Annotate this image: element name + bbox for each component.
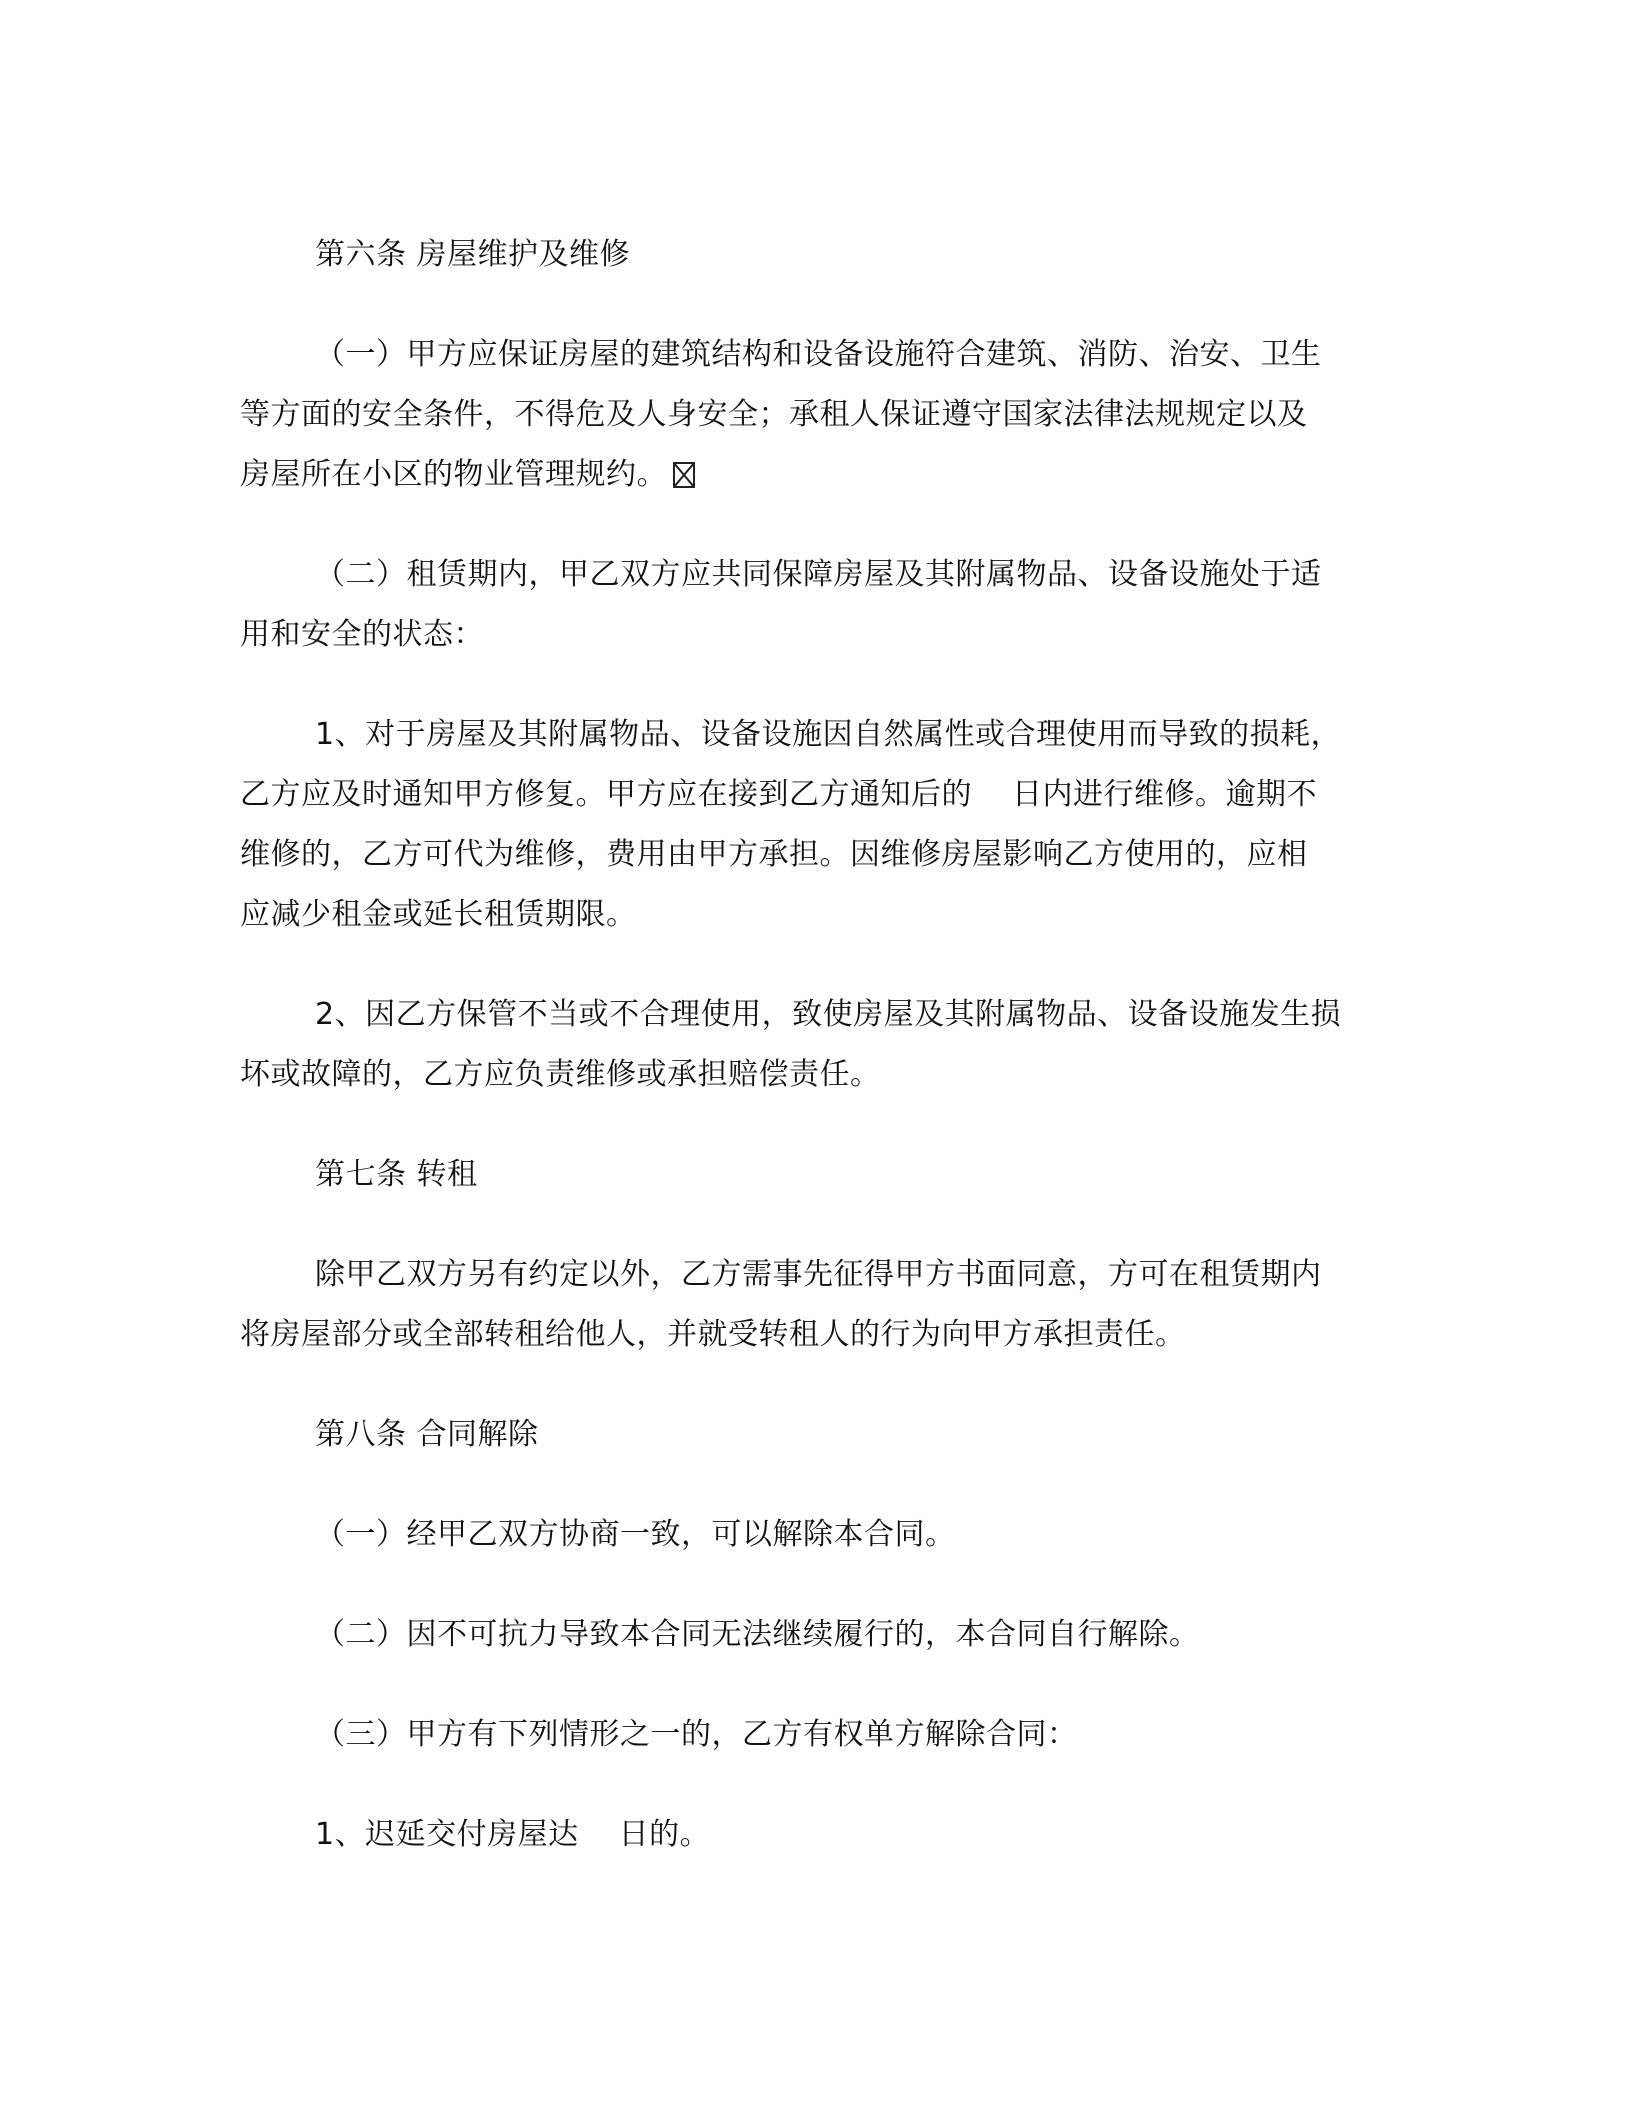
article-8-item-1 bbox=[315, 1805, 1475, 1865]
article-7-para-line-2: 将房屋部分或全部转租给他人，并就受转租人的行为向甲方承担责任。 bbox=[240, 1317, 1186, 1352]
article-6-para-2-line-1: （二）租赁期内，甲乙双方应共同保障房屋及其附属物品、设备设施处于适 bbox=[315, 557, 1322, 592]
article-6-heading: 第六条 房屋维护及维修 bbox=[315, 237, 631, 272]
article-7-heading: 第七条 转租 bbox=[315, 1157, 478, 1192]
article-6-item-1-line-3: 维修的，乙方可代为维修，费用由甲方承担。因维修房屋影响乙方使用的，应相 bbox=[240, 837, 1308, 872]
article-8-para-3: （三）甲方有下列情形之一的，乙方有权单方解除合同： bbox=[315, 1717, 1078, 1752]
placeholder-box-icon bbox=[673, 462, 695, 488]
article-6-para-1-line-1: （一）甲方应保证房屋的建筑结构和设备设施符合建筑、消防、治安、卫生 bbox=[315, 337, 1322, 372]
article-6-item-1-line-4: 应减少租金或延长租赁期限。 bbox=[240, 897, 637, 932]
article-6-item-2-line-1: 2、因乙方保管不当或不合理使用，致使房屋及其附属物品、设备设施发生损 bbox=[315, 997, 1342, 1032]
article-6-item-2-line-2: 坏或故障的，乙方应负责维修或承担赔偿责任。 bbox=[240, 1057, 881, 1092]
article-8-item-1-part-a: 1、迟延交付房屋达 bbox=[315, 1817, 579, 1852]
article-6-item-1-line-2 bbox=[240, 765, 1400, 825]
article-8-heading: 第八条 合同解除 bbox=[315, 1417, 539, 1452]
article-6-item-1-line-2-part-b: 日内进行维修。逾期不 bbox=[1012, 777, 1317, 812]
article-6-para-1-line-2: 等方面的安全条件，不得危及人身安全；承租人保证遵守国家法律法规规定以及 bbox=[240, 397, 1308, 432]
article-8-para-1: （一）经甲乙双方协商一致，可以解除本合同。 bbox=[315, 1517, 956, 1552]
article-6-item-1-line-2-part-a: 乙方应及时通知甲方修复。甲方应在接到乙方通知后的 bbox=[240, 777, 972, 812]
article-8-item-1-part-b: 日的。 bbox=[618, 1817, 711, 1852]
article-7-para-line-1: 除甲乙双方另有约定以外，乙方需事先征得甲方书面同意，方可在租赁期内 bbox=[315, 1257, 1322, 1292]
article-6-para-1-line-3 bbox=[240, 445, 1400, 505]
article-8-para-2: （二）因不可抗力导致本合同无法继续履行的，本合同自行解除。 bbox=[315, 1617, 1200, 1652]
article-6-para-1-line-3-text: 房屋所在小区的物业管理规约。 bbox=[240, 457, 667, 492]
article-6-para-2-line-2: 用和安全的状态： bbox=[240, 617, 484, 652]
article-6-item-1-line-1: 1、对于房屋及其附属物品、设备设施因自然属性或合理使用而导致的损耗， bbox=[315, 717, 1342, 752]
